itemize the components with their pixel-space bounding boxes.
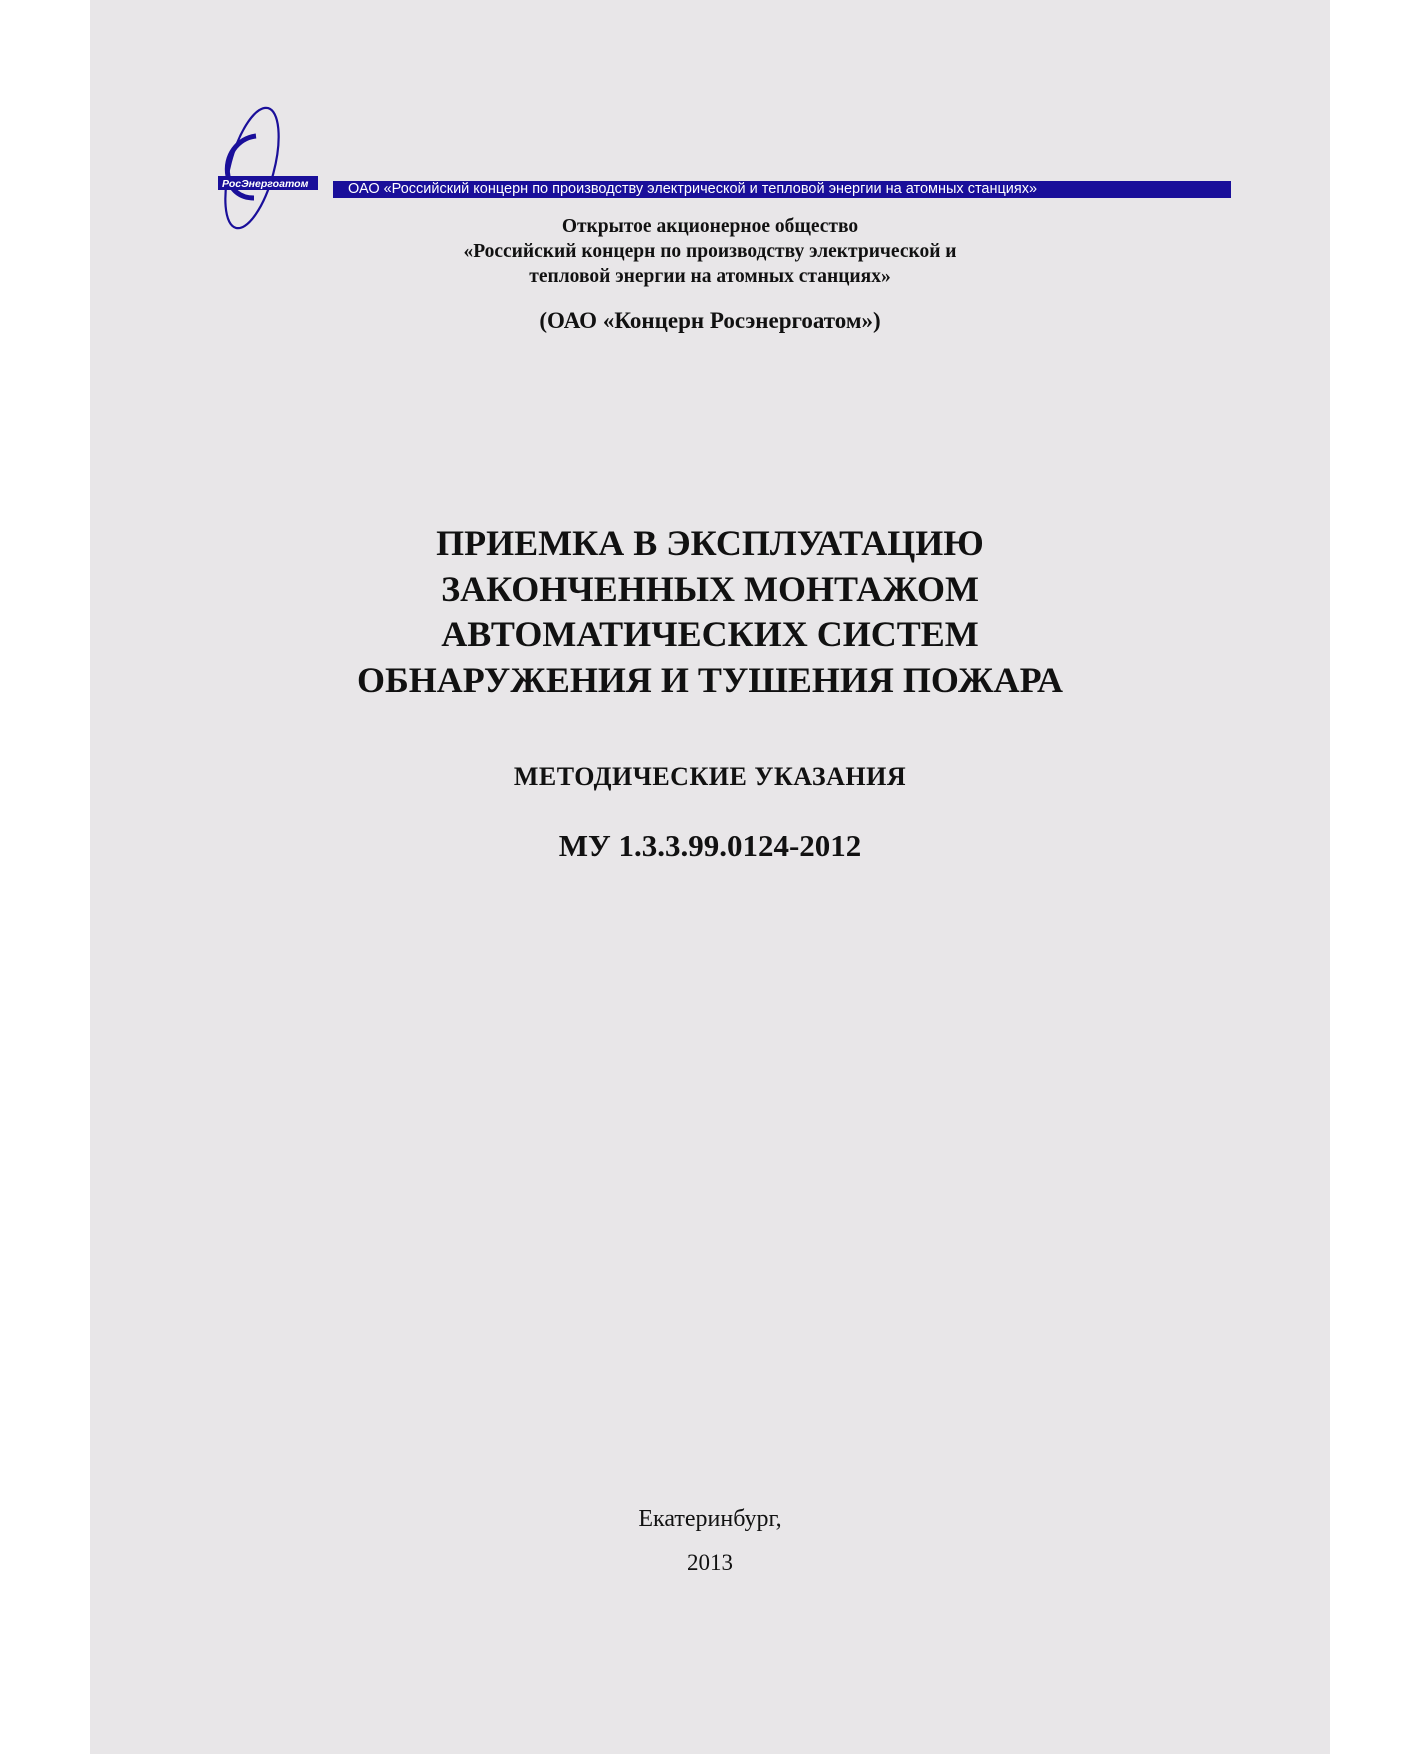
organization-name	[90, 214, 1330, 289]
logo-text: РосЭнергоатом	[222, 178, 309, 190]
organization-line: «Российский концерн по производству электрической и	[463, 241, 957, 262]
organization-short-name: (ОАО «Концерн Росэнергоатом»)	[539, 308, 881, 333]
rosenergoatom-logo-icon	[210, 106, 320, 230]
organization-line: Открытое акционерное общество	[561, 216, 859, 237]
document-page	[90, 0, 1330, 1754]
publication-city: Екатеринбург,	[638, 1506, 782, 1532]
document-title	[90, 521, 1330, 703]
publication-year: 2013	[687, 1550, 733, 1575]
document-code: МУ 1.3.3.99.0124-2012	[558, 828, 862, 863]
title-line: ПРИЕМКА В ЭКСПЛУАТАЦИЮ	[436, 523, 984, 563]
title-line: АВТОМАТИЧЕСКИХ СИСТЕМ	[441, 614, 979, 654]
title-line: ОБНАРУЖЕНИЯ И ТУШЕНИЯ ПОЖАРА	[357, 659, 1063, 700]
header-bar	[333, 181, 1231, 198]
header-bar-text: ОАО «Российский концерн по производству электрической и тепловой энергии на атомных станциях»	[348, 181, 1038, 197]
organization-line: тепловой энергии на атомных станциях»	[529, 266, 891, 287]
title-line: ЗАКОНЧЕННЫХ МОНТАЖОМ	[441, 568, 979, 609]
document-subtitle: МЕТОДИЧЕСКИЕ УКАЗАНИЯ	[513, 762, 907, 791]
